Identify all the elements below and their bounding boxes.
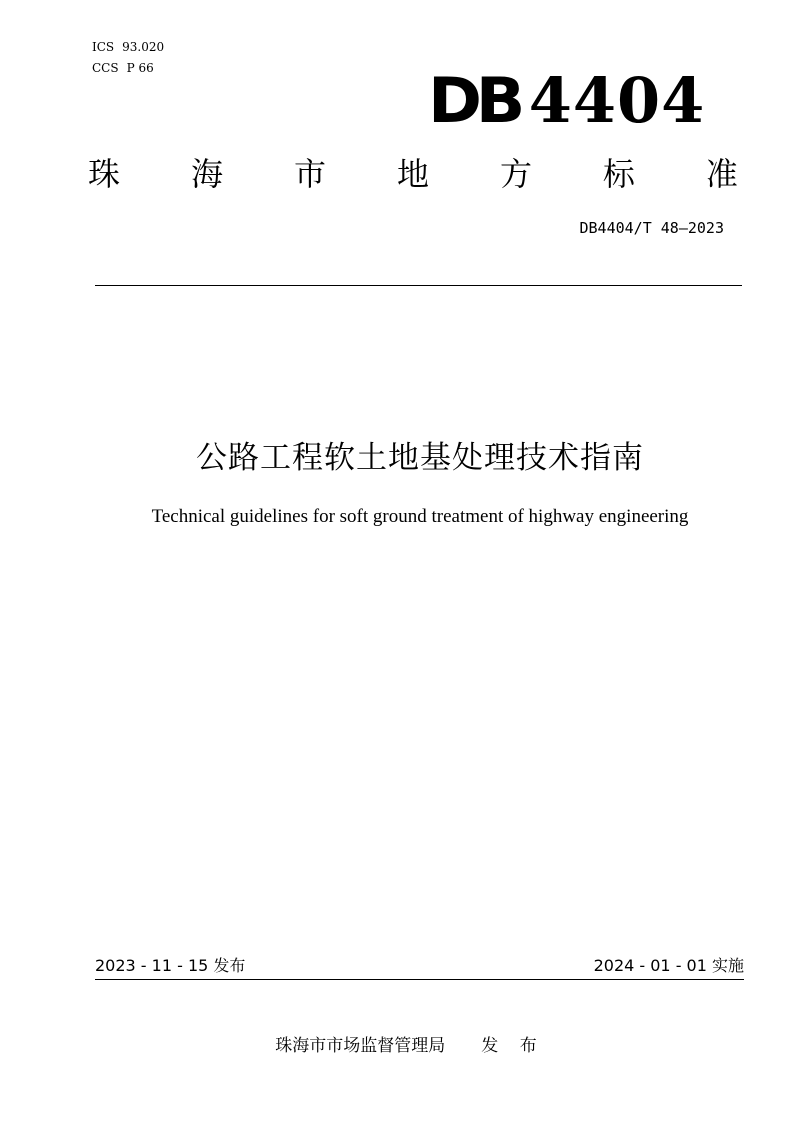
standard-type-heading [88,152,738,196]
heading-char: 方 [499,155,532,193]
ccs-code: P 66 [126,61,154,75]
heading-char: 海 [190,155,223,193]
heading-char: 珠 [88,155,121,193]
standard-number: DB4404/T 48—2023 [579,219,724,237]
ccs-classification [92,61,154,75]
implement-date: 2024 - 01 - 01 实施 [593,956,744,975]
bottom-divider [95,979,744,980]
heading-char: 市 [293,155,326,193]
document-title: 公路工程软土地基处理技术指南 [196,440,644,476]
issuing-authority [0,1034,800,1058]
ics-code: 93.020 [122,40,165,54]
issue-action: 发 布 [481,1036,545,1056]
db-prefix: DB [428,64,520,137]
db-standard-mark [428,66,705,136]
db-number: 4404 [528,64,706,137]
heading-char: 地 [396,155,429,193]
document-title-english: Technical guidelines for soft ground treatment of highway engineering [151,506,689,527]
top-divider [95,285,742,286]
ics-classification [92,40,164,54]
issuer-name: 珠海市市场监督管理局 [275,1036,446,1056]
ccs-label: CCS [92,61,119,75]
heading-char: 准 [705,155,738,193]
ics-label: ICS [92,40,115,54]
heading-char: 标 [602,155,635,193]
publish-date: 2023 - 11 - 15 发布 [95,956,246,975]
